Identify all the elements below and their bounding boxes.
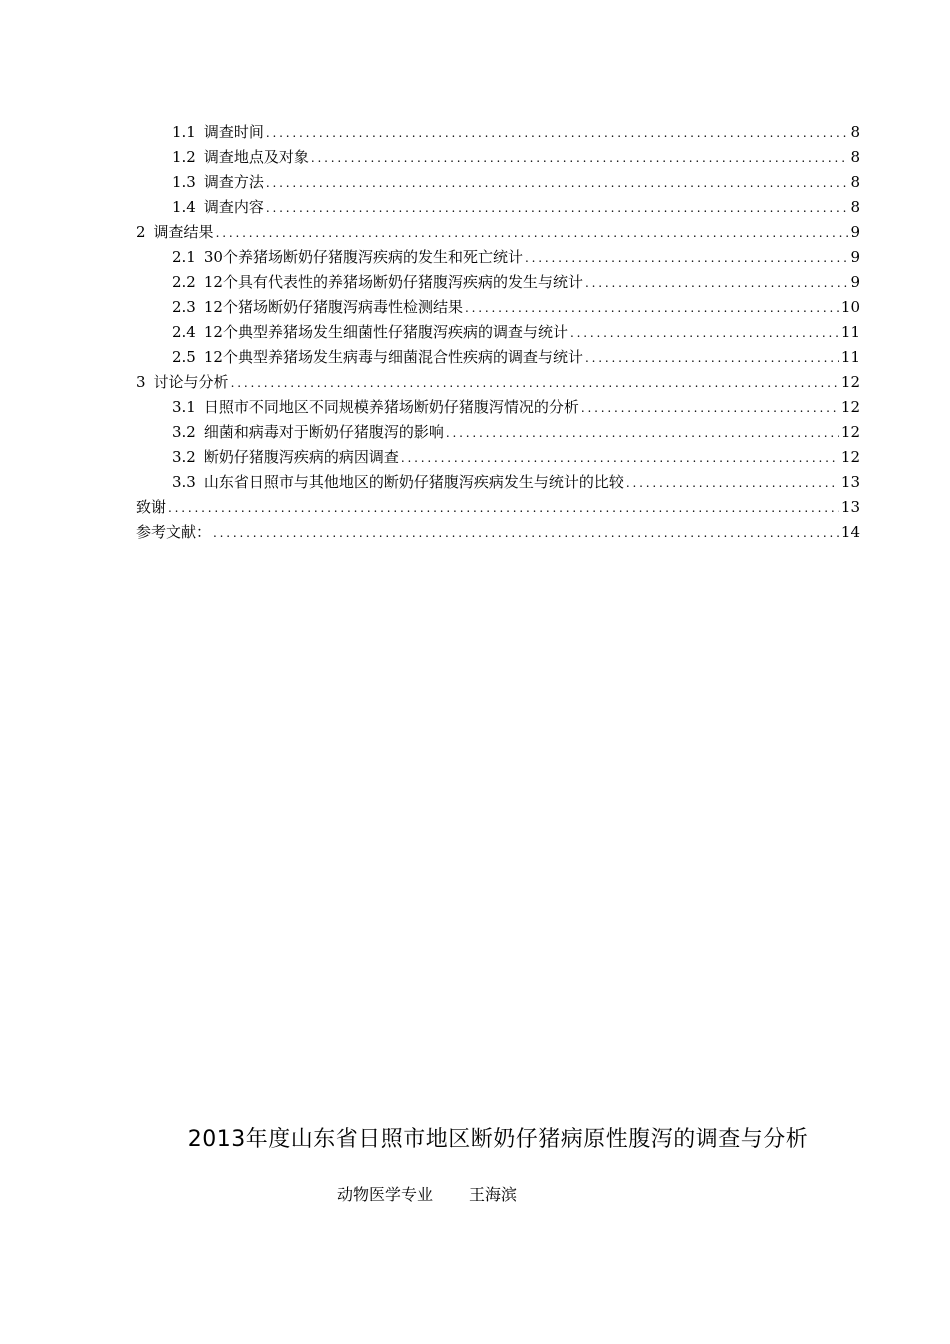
toc-entry-page: 8	[850, 123, 860, 141]
toc-entry-title: 调查结果	[153, 223, 214, 241]
toc-entry-title: 日照市不同地区不同规模养猪场断奶仔猪腹泻情况的分析	[203, 398, 579, 416]
toc-dot-leader	[168, 496, 839, 521]
toc-entry-title: 12个典型养猪场发生细菌性仔猪腹泻疾病的调查与统计	[203, 323, 568, 341]
toc-entry[interactable]	[136, 520, 860, 545]
toc-entry-page: 13	[840, 473, 860, 491]
toc-entry-page: 8	[850, 173, 860, 191]
toc-entry[interactable]	[136, 295, 860, 320]
toc-dot-leader	[311, 146, 849, 171]
toc-entry[interactable]	[136, 370, 860, 395]
toc-entry-number: 1.3	[172, 173, 196, 191]
toc-dot-leader	[570, 321, 839, 346]
toc-entry-title: 调查地点及对象	[203, 148, 309, 166]
toc-entry-number: 2.3	[172, 298, 196, 316]
toc-entry[interactable]	[136, 420, 860, 445]
toc-dot-leader	[446, 421, 839, 446]
toc-entry-number: 1.4	[172, 198, 196, 216]
toc-entry-title: 致谢	[136, 498, 167, 516]
toc-entry-number: 2.2	[172, 273, 196, 291]
toc-entry-title: 调查方法	[203, 173, 264, 191]
toc-dot-leader	[585, 346, 839, 371]
toc-entry-number: 3.2	[172, 448, 196, 466]
toc-entry[interactable]	[136, 170, 860, 195]
toc-dot-leader	[585, 271, 849, 296]
toc-entry-page: 11	[840, 348, 860, 366]
toc-entry[interactable]	[136, 495, 860, 520]
toc-entry-page: 12	[840, 398, 860, 416]
toc-entry-page: 9	[850, 273, 860, 291]
toc-entry-number: 2	[136, 223, 146, 241]
toc-entry[interactable]	[136, 445, 860, 470]
toc-entry-number: 3.2	[172, 423, 196, 441]
toc-entry-title: 参考文献：	[136, 523, 212, 541]
toc-entry-number: 2.5	[172, 348, 196, 366]
toc-entry[interactable]	[136, 345, 860, 370]
toc-dot-leader	[213, 521, 839, 546]
toc-entry-title: 调查内容	[203, 198, 264, 216]
toc-entry-page: 12	[840, 373, 860, 391]
toc-entry-page: 8	[850, 198, 860, 216]
toc-dot-leader	[465, 296, 839, 321]
toc-entry-title: 调查时间	[203, 123, 264, 141]
author-name: 王海滨	[469, 1185, 518, 1204]
toc-entry-page: 9	[850, 223, 860, 241]
toc-entry[interactable]	[136, 145, 860, 170]
toc-dot-leader	[266, 196, 849, 221]
toc-entry-title: 断奶仔猪腹泻疾病的病因调查	[203, 448, 399, 466]
toc-dot-leader	[216, 221, 849, 246]
toc-dot-leader	[581, 396, 839, 421]
toc-entry-title: 12个具有代表性的养猪场断奶仔猪腹泻疾病的发生与统计	[203, 273, 583, 291]
toc-entry-page: 11	[840, 323, 860, 341]
toc-dot-leader	[401, 446, 839, 471]
toc-entry-number: 1.1	[172, 123, 196, 141]
toc-entry-title: 细菌和病毒对于断奶仔猪腹泻的影响	[203, 423, 444, 441]
author-major: 动物医学专业	[337, 1185, 434, 1204]
toc-entry[interactable]	[136, 470, 860, 495]
toc-entry-page: 13	[840, 498, 860, 516]
toc-dot-leader	[266, 121, 849, 146]
toc-entry[interactable]	[136, 245, 860, 270]
toc-dot-leader	[231, 371, 839, 396]
toc-dot-leader	[266, 171, 849, 196]
toc-entry[interactable]	[136, 120, 860, 145]
toc-entry-page: 12	[840, 448, 860, 466]
toc-entry-number: 1.2	[172, 148, 196, 166]
toc-entry-page: 12	[840, 423, 860, 441]
toc-entry-page: 8	[850, 148, 860, 166]
toc-entry-number: 3.3	[172, 473, 196, 491]
toc-entry-page: 14	[840, 523, 860, 541]
toc-entry-title: 30个养猪场断奶仔猪腹泻疾病的发生和死亡统计	[203, 248, 523, 266]
toc-entry-title: 山东省日照市与其他地区的断奶仔猪腹泻疾病发生与统计的比较	[203, 473, 624, 491]
toc-entry[interactable]	[136, 320, 860, 345]
document-title: 2013年度山东省日照市地区断奶仔猪病原性腹泻的调查与分析	[187, 1127, 809, 1152]
author-line	[337, 1182, 517, 1205]
toc-entry[interactable]	[136, 220, 860, 245]
toc-entry[interactable]	[136, 395, 860, 420]
toc-entry-number: 2.4	[172, 323, 196, 341]
table-of-contents	[136, 120, 860, 545]
toc-entry-page: 10	[840, 298, 860, 316]
toc-dot-leader	[626, 471, 839, 496]
toc-entry-title: 12个典型养猪场发生病毒与细菌混合性疾病的调查与统计	[203, 348, 583, 366]
toc-entry-title: 讨论与分析	[153, 373, 229, 391]
toc-entry-page: 9	[850, 248, 860, 266]
toc-entry[interactable]	[136, 195, 860, 220]
toc-entry[interactable]	[136, 270, 860, 295]
toc-entry-number: 3.1	[172, 398, 196, 416]
toc-dot-leader	[525, 246, 849, 271]
toc-entry-title: 12个猪场断奶仔猪腹泻病毒性检测结果	[203, 298, 463, 316]
toc-entry-number: 3	[136, 373, 146, 391]
toc-entry-number: 2.1	[172, 248, 196, 266]
